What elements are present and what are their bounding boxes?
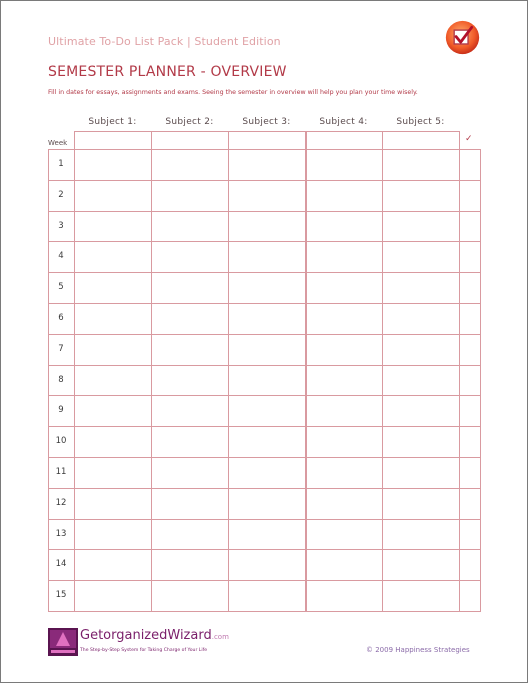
- subject-cell[interactable]: [306, 427, 382, 457]
- copyright-text: © 2009 Happiness Strategies: [366, 646, 470, 654]
- subject-cell[interactable]: [306, 489, 382, 519]
- brand-domain: .com: [211, 633, 229, 641]
- subject-cell[interactable]: [229, 581, 305, 611]
- subject-cell[interactable]: [383, 581, 459, 611]
- subject-cell[interactable]: [383, 489, 459, 519]
- subject-cell[interactable]: [152, 304, 228, 334]
- checkmark-icon: ✓: [465, 134, 473, 144]
- check-cell[interactable]: [460, 520, 480, 550]
- check-cell[interactable]: [460, 242, 480, 272]
- subject-cell[interactable]: [383, 520, 459, 550]
- check-cell[interactable]: [460, 335, 480, 365]
- subject-cell[interactable]: [306, 396, 382, 426]
- subject-cell[interactable]: [229, 458, 305, 488]
- check-cell[interactable]: [460, 550, 480, 580]
- subject-cell[interactable]: [152, 489, 228, 519]
- page-title: SEMESTER PLANNER - OVERVIEW: [48, 64, 287, 80]
- subject-cell[interactable]: [383, 427, 459, 457]
- subject-cell[interactable]: [75, 242, 151, 272]
- subject-cell[interactable]: [75, 489, 151, 519]
- subject-cell[interactable]: [229, 242, 305, 272]
- subject-cell[interactable]: [229, 550, 305, 580]
- grid-column-line: [480, 149, 481, 612]
- subject-cell[interactable]: [152, 520, 228, 550]
- week-number: 9: [58, 405, 64, 415]
- subject-cell[interactable]: [152, 581, 228, 611]
- subject-cell[interactable]: [152, 550, 228, 580]
- subject-cell[interactable]: [229, 273, 305, 303]
- subject-cell[interactable]: [383, 212, 459, 242]
- subject-cell[interactable]: [152, 396, 228, 426]
- subject-cell[interactable]: [383, 366, 459, 396]
- subject-header: Subject 1:: [88, 117, 137, 127]
- grid-top-line: [74, 131, 459, 132]
- subject-cell[interactable]: [152, 212, 228, 242]
- subject-cell[interactable]: [306, 212, 382, 242]
- brand-main: GetorganizedWizard: [80, 628, 212, 643]
- subject-cell[interactable]: [306, 335, 382, 365]
- check-cell[interactable]: [460, 366, 480, 396]
- subject-cell[interactable]: [229, 396, 305, 426]
- check-cell[interactable]: [460, 458, 480, 488]
- subject-cell[interactable]: [306, 458, 382, 488]
- week-number: 2: [58, 190, 64, 200]
- subject-cell[interactable]: [383, 550, 459, 580]
- subject-cell[interactable]: [75, 181, 151, 211]
- week-number: 5: [58, 282, 64, 292]
- week-number: 1: [58, 159, 64, 169]
- brand-tagline: The Step-by-Step System for Taking Charge of Your Life: [80, 648, 208, 653]
- subject-cell[interactable]: [383, 335, 459, 365]
- check-cell[interactable]: [460, 273, 480, 303]
- subject-cell[interactable]: [152, 181, 228, 211]
- subject-cell[interactable]: [229, 366, 305, 396]
- subject-cell[interactable]: [383, 150, 459, 180]
- week-number: 15: [55, 590, 67, 600]
- grid-row-line: [48, 611, 481, 612]
- subject-cell[interactable]: [383, 458, 459, 488]
- week-column-label: Week: [48, 139, 68, 147]
- subject-cell[interactable]: [306, 304, 382, 334]
- checkbox-icon: [444, 19, 481, 56]
- subject-cell[interactable]: [75, 335, 151, 365]
- subject-header: Subject 2:: [165, 117, 214, 127]
- subject-cell[interactable]: [229, 150, 305, 180]
- subject-cell[interactable]: [383, 181, 459, 211]
- subject-cell[interactable]: [75, 458, 151, 488]
- pack-title: Ultimate To-Do List Pack | Student Edition: [48, 35, 281, 48]
- check-cell[interactable]: [460, 396, 480, 426]
- check-cell[interactable]: [460, 181, 480, 211]
- subject-cell[interactable]: [306, 273, 382, 303]
- subject-cell[interactable]: [152, 366, 228, 396]
- subject-cell[interactable]: [75, 304, 151, 334]
- subject-cell[interactable]: [75, 396, 151, 426]
- subject-cell[interactable]: [75, 550, 151, 580]
- week-number: 13: [55, 529, 67, 539]
- subject-cell[interactable]: [306, 581, 382, 611]
- brand-name: [80, 628, 229, 643]
- subject-header: Subject 3:: [242, 117, 291, 127]
- week-number: 10: [55, 436, 67, 446]
- planner-grid: [48, 131, 481, 612]
- check-cell[interactable]: [460, 304, 480, 334]
- subject-cell[interactable]: [229, 489, 305, 519]
- subject-cell[interactable]: [383, 242, 459, 272]
- subject-cell[interactable]: [383, 396, 459, 426]
- week-number: 11: [55, 467, 67, 477]
- subject-cell[interactable]: [152, 458, 228, 488]
- subject-header: Subject 4:: [319, 117, 368, 127]
- week-number: 14: [55, 559, 67, 569]
- subject-cell[interactable]: [75, 366, 151, 396]
- wizard-logo-icon: [48, 628, 78, 656]
- subject-cell[interactable]: [306, 520, 382, 550]
- check-cell[interactable]: [460, 489, 480, 519]
- subject-cell[interactable]: [152, 335, 228, 365]
- subject-cell[interactable]: [75, 212, 151, 242]
- subject-cell[interactable]: [152, 273, 228, 303]
- subject-cell[interactable]: [306, 550, 382, 580]
- subject-cell[interactable]: [152, 242, 228, 272]
- subject-cell[interactable]: [75, 150, 151, 180]
- subject-cell[interactable]: [383, 304, 459, 334]
- subject-cell[interactable]: [75, 520, 151, 550]
- subject-cell[interactable]: [75, 273, 151, 303]
- check-cell[interactable]: [460, 150, 480, 180]
- subject-cell[interactable]: [306, 150, 382, 180]
- subject-cell[interactable]: [229, 335, 305, 365]
- week-number: 6: [58, 313, 64, 323]
- subject-cell[interactable]: [229, 427, 305, 457]
- subject-cell[interactable]: [306, 242, 382, 272]
- week-number: 3: [58, 221, 64, 231]
- subject-cell[interactable]: [306, 181, 382, 211]
- subject-cell[interactable]: [75, 581, 151, 611]
- week-number: 4: [58, 251, 64, 261]
- subject-header: Subject 5:: [396, 117, 445, 127]
- week-number: 8: [58, 375, 64, 385]
- subject-cell[interactable]: [152, 150, 228, 180]
- subject-cell[interactable]: [229, 520, 305, 550]
- week-number: 12: [55, 498, 67, 508]
- week-number: 7: [58, 344, 64, 354]
- check-cell[interactable]: [460, 581, 480, 611]
- check-cell[interactable]: [460, 427, 480, 457]
- subject-cell[interactable]: [152, 427, 228, 457]
- subject-cell[interactable]: [229, 181, 305, 211]
- subject-cell[interactable]: [229, 304, 305, 334]
- instructions-text: Fill in dates for essays, assignments and exams. Seeing the semester in overview will help you plan your time wisely.: [48, 89, 418, 96]
- subject-headers: [74, 117, 459, 131]
- subject-cell[interactable]: [383, 273, 459, 303]
- subject-cell[interactable]: [229, 212, 305, 242]
- check-cell[interactable]: [460, 212, 480, 242]
- subject-cell[interactable]: [306, 366, 382, 396]
- subject-cell[interactable]: [75, 427, 151, 457]
